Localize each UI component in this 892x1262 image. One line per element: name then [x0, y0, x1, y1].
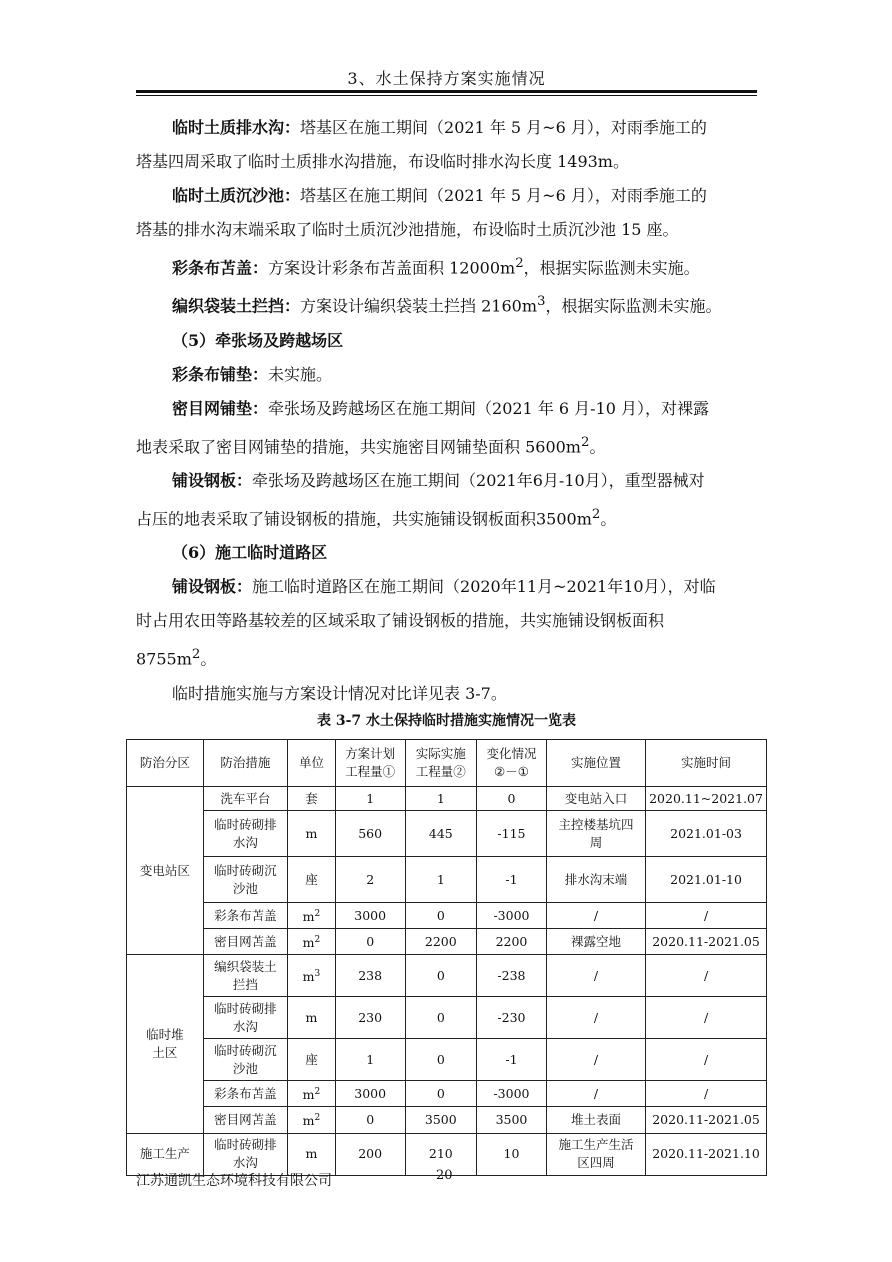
cell-unit: [288, 955, 336, 997]
cell-plan: 0: [335, 929, 405, 955]
table-row: [127, 955, 767, 997]
cell-measure: 临时砖砌沉沙池: [203, 1039, 287, 1081]
cell-location: /: [546, 997, 645, 1039]
paragraph-continuation: [136, 213, 757, 247]
paragraph-temp-sediment-basin: [136, 179, 757, 213]
cell-measure: 临时砖砌排水沟: [203, 997, 287, 1039]
text-line: 方案设计彩条布苫盖面积 12000m: [268, 258, 516, 278]
header-change-line2: ②－①: [494, 764, 529, 779]
text-line: 塔基的排水沟末端采取了临时土质沉沙池措施，布设临时土质沉沙池 15 座。: [136, 220, 679, 239]
unit-superscript: 3: [314, 969, 321, 980]
header-location: 实施位置: [546, 740, 645, 787]
cell-change: 3500: [477, 1107, 547, 1133]
paragraph-road-steel-plate: [136, 570, 757, 604]
paragraph-continuation: [136, 426, 757, 464]
term-label: 临时土质沉沙池：: [172, 186, 301, 205]
term-label: 密目网铺垫：: [172, 398, 269, 418]
table-row: [127, 1107, 767, 1133]
cell-location: 裸露空地: [546, 929, 645, 955]
cell-location: /: [546, 955, 645, 997]
cell-plan: 230: [335, 997, 405, 1039]
cell-actual: 210: [405, 1133, 477, 1175]
cell-actual: 2200: [405, 929, 477, 955]
text-line: 占压的地表采取了铺设钢板的措施，共实施铺设钢板面积3500m: [136, 509, 592, 529]
cell-actual: 0: [405, 997, 477, 1039]
cell-unit: [288, 1133, 336, 1175]
unit-text: m: [305, 1146, 318, 1162]
cell-plan: 200: [335, 1133, 405, 1175]
term-label: 彩条布铺垫：: [172, 364, 269, 384]
cell-unit: [288, 1081, 336, 1107]
superscript: 2: [580, 434, 590, 450]
cell-location: /: [546, 1039, 645, 1081]
cell-plan: 0: [335, 1107, 405, 1133]
cell-actual: 3500: [405, 1107, 477, 1133]
cell-change: -1: [477, 1039, 547, 1081]
cell-change: -115: [477, 811, 547, 857]
table-header-row: [127, 740, 767, 787]
text-line: 塔基区在施工期间（2021 年 5 月~6 月），对雨季施工的: [300, 186, 707, 205]
superscript: 2: [515, 256, 524, 271]
measures-table: [126, 739, 767, 1176]
cell-change: -1: [477, 857, 547, 903]
cell-measure: 密目网苫盖: [203, 929, 287, 955]
text-line: 未实施。: [268, 364, 333, 384]
cell-plan: 3000: [335, 903, 405, 929]
cell-location: 排水沟末端: [546, 857, 645, 903]
cell-location: 变电站入口: [546, 787, 645, 811]
cell-time: 2020.11~2021.07: [646, 787, 767, 811]
term-label: 临时土质排水沟：: [172, 118, 301, 137]
cell-plan: 238: [335, 955, 405, 997]
cell-actual: 0: [405, 1039, 477, 1081]
cell-actual: 1: [405, 857, 477, 903]
cell-actual: 445: [405, 811, 477, 857]
text-line: 。: [600, 509, 617, 529]
header-plan-line2: 工程量①: [345, 764, 396, 779]
table-row: [127, 1039, 767, 1081]
footer-company: 江苏通凯生态环境科技有限公司: [136, 1173, 332, 1189]
cell-change: -3000: [477, 903, 547, 929]
table-caption: 表 3-7 水土保持临时措施实施情况一览表: [316, 713, 577, 729]
term-label: 铺设钢板：: [172, 577, 253, 597]
cell-location: /: [546, 1081, 645, 1107]
table-row: [127, 787, 767, 811]
unit-text: m: [302, 1087, 315, 1103]
unit-text: m: [302, 969, 315, 985]
term-label: 编织袋装土拦挡：: [172, 296, 301, 316]
cell-unit: [288, 903, 336, 929]
unit-superscript: 2: [314, 935, 321, 946]
text-line: 牵张场及跨越场区在施工期间（2021年6月-10月），重型器械对: [252, 470, 705, 490]
section-heading-temp-road: （6）施工临时道路区: [172, 543, 328, 563]
header-actual: [405, 740, 477, 787]
cell-measure: 编织袋装土拦挡: [203, 955, 287, 997]
header-actual-line1: 实际实施: [415, 746, 466, 761]
cell-time: 2021.01-03: [646, 811, 767, 857]
paragraph-continuation: [136, 638, 757, 676]
cell-unit: [288, 1107, 336, 1133]
cell-change: -230: [477, 997, 547, 1039]
cell-time: 2020.11-2021.05: [646, 1107, 767, 1133]
superscript: 2: [191, 647, 201, 663]
header-actual-line2: 工程量②: [415, 764, 466, 779]
unit-text: m: [302, 935, 315, 951]
header-time: 实施时间: [646, 740, 767, 787]
cell-actual: 0: [405, 903, 477, 929]
unit-text: m: [302, 909, 315, 925]
table-row: [127, 857, 767, 903]
paragraph-color-cloth-cover: [136, 247, 757, 285]
text-line: 塔基四周采取了临时土质排水沟措施，布设临时排水沟长度 1493m。: [136, 152, 629, 171]
paragraph-table-reference: 临时措施实施与方案设计情况对比详见表 3-7。: [172, 683, 507, 703]
cell-location: 施工生产生活区四周: [546, 1133, 645, 1175]
cell-area: 临时堆土区: [127, 955, 204, 1133]
unit-text: 座: [305, 871, 318, 887]
cell-time: 2020.11-2021.10: [646, 1133, 767, 1175]
text-line: 塔基区在施工期间（2021 年 5 月~6 月），对雨季施工的: [300, 118, 707, 137]
unit-text: 座: [305, 1051, 318, 1067]
text-line: 地表采取了密目网铺垫的措施，共实施密目网铺垫面积 5600m: [136, 436, 581, 456]
unit-text: 套: [305, 790, 318, 806]
text-line: 。: [200, 649, 217, 669]
cell-unit: [288, 787, 336, 811]
cell-measure: 密目网苫盖: [203, 1107, 287, 1133]
text-line: 牵张场及跨越场区在施工期间（2021 年 6 月-10 月），对裸露: [268, 398, 710, 418]
cell-measure: 彩条布苫盖: [203, 903, 287, 929]
cell-actual: 0: [405, 955, 477, 997]
term-label: 铺设钢板：: [172, 470, 253, 490]
cell-time: /: [646, 903, 767, 929]
cell-change: 0: [477, 787, 547, 811]
unit-superscript: 2: [314, 1087, 321, 1098]
unit-text: m: [305, 1009, 318, 1025]
cell-time: /: [646, 1039, 767, 1081]
cell-location: 主控楼基坑四周: [546, 811, 645, 857]
unit-superscript: 2: [314, 1113, 321, 1124]
table-body: [127, 787, 767, 1176]
superscript: 3: [537, 294, 546, 310]
header-unit: 单位: [288, 740, 336, 787]
cell-measure: 彩条布苫盖: [203, 1081, 287, 1107]
cell-unit: [288, 857, 336, 903]
paragraph-temp-drain-ditch: [136, 111, 757, 145]
text-line: ，根据实际监测未实施。: [545, 296, 722, 316]
cell-measure: 洗车平台: [203, 787, 287, 811]
text-line: 。: [589, 436, 606, 456]
cell-plan: 1: [335, 787, 405, 811]
cell-time: /: [646, 955, 767, 997]
cell-time: 2021.01-10: [646, 857, 767, 903]
cell-plan: 560: [335, 811, 405, 857]
cell-measure: 临时砖砌排水沟: [203, 811, 287, 857]
cell-unit: [288, 997, 336, 1039]
cell-area: 变电站区: [127, 787, 204, 955]
table-row: [127, 811, 767, 857]
cell-unit: [288, 929, 336, 955]
text-line: 方案设计编织袋装土拦挡 2160m: [300, 296, 537, 316]
unit-text: m: [302, 1113, 315, 1129]
page-number: 20: [436, 1168, 453, 1183]
cell-plan: 1: [335, 1039, 405, 1081]
cell-change: 2200: [477, 929, 547, 955]
cell-change: 10: [477, 1133, 547, 1175]
unit-text: m: [305, 825, 318, 841]
header-change: [477, 740, 547, 787]
unit-superscript: 2: [314, 909, 321, 919]
text-line: 施工临时道路区在施工期间（2020年11月~2021年10月），对临: [252, 577, 716, 597]
cell-measure: 临时砖砌排水沟: [203, 1133, 287, 1175]
cell-time: 2020.11-2021.05: [646, 929, 767, 955]
table-row: [127, 929, 767, 955]
header-plan: [335, 740, 405, 787]
header-change-line1: 变化情况: [486, 746, 537, 761]
cell-plan: 2: [335, 857, 405, 903]
paragraph-mesh-mat: [136, 392, 757, 426]
paragraph-steel-plate: [136, 464, 757, 498]
header-measure: 防治措施: [203, 740, 287, 787]
cell-location: /: [546, 903, 645, 929]
table-row: [127, 1081, 767, 1107]
text-line: ，根据实际监测未实施。: [523, 258, 700, 278]
paragraph-continuation: [136, 604, 757, 638]
header-rule-thick: [136, 90, 757, 93]
header-area: 防治分区: [127, 740, 204, 787]
text-line: 8755m: [136, 649, 192, 669]
section-heading-tension-field: （5）牵张场及跨越场区: [172, 330, 344, 350]
cell-unit: [288, 811, 336, 857]
header-plan-line1: 方案计划: [345, 746, 396, 761]
cell-actual: 1: [405, 787, 477, 811]
paragraph-color-cloth-mat: [136, 358, 757, 392]
cell-plan: 3000: [335, 1081, 405, 1107]
text-line: 时占用农田等路基较差的区域采取了铺设钢板的措施，共实施铺设钢板面积: [136, 611, 665, 631]
body-text: [136, 111, 757, 711]
superscript: 2: [591, 506, 601, 522]
cell-area: 施工生产: [127, 1133, 204, 1175]
page-header-title: 3、水土保持方案实施情况: [347, 69, 546, 88]
cell-time: /: [646, 997, 767, 1039]
cell-time: /: [646, 1081, 767, 1107]
table-row: [127, 997, 767, 1039]
cell-change: -3000: [477, 1081, 547, 1107]
header-rule-thin: [136, 95, 757, 96]
cell-measure: 临时砖砌沉沙池: [203, 857, 287, 903]
cell-unit: [288, 1039, 336, 1081]
paragraph-continuation: [136, 145, 757, 179]
paragraph-sandbag-barrier: [136, 285, 757, 323]
table-row: [127, 903, 767, 929]
cell-actual: 0: [405, 1081, 477, 1107]
cell-change: -238: [477, 955, 547, 997]
paragraph-continuation: [136, 498, 757, 536]
term-label: 彩条布苫盖：: [172, 258, 269, 278]
cell-location: 堆土表面: [546, 1107, 645, 1133]
